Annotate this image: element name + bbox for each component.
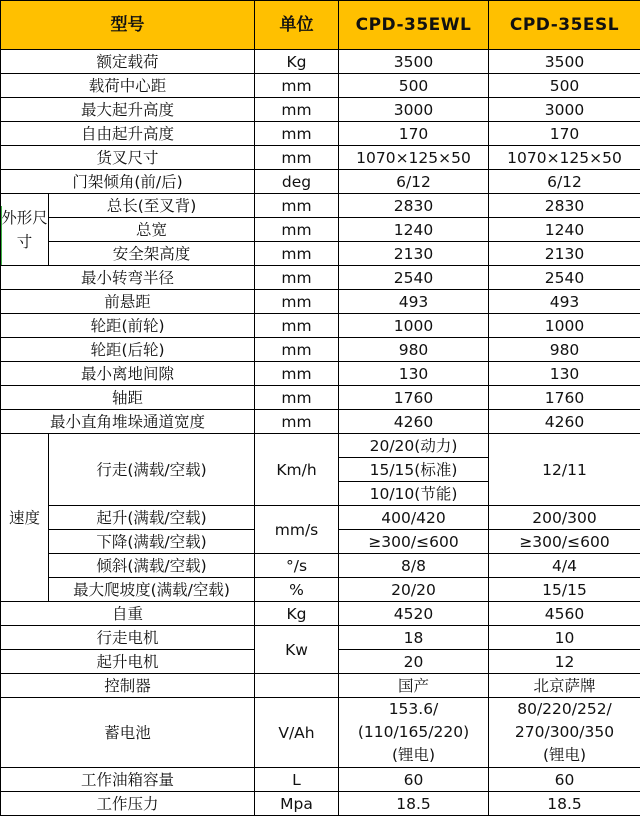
table-row bbox=[1, 698, 640, 768]
table-row bbox=[1, 314, 640, 338]
value-a: 2130 bbox=[339, 242, 489, 266]
table-row bbox=[1, 578, 640, 602]
row-label: 行走电机 bbox=[1, 626, 255, 650]
row-unit: °/s bbox=[255, 554, 339, 578]
row-label: 轮距(后轮) bbox=[1, 338, 255, 362]
row-label: 控制器 bbox=[1, 674, 255, 698]
value-a: 980 bbox=[339, 338, 489, 362]
table-row bbox=[1, 386, 640, 410]
header-model-b: CPD-35ESL bbox=[489, 1, 640, 50]
table-row bbox=[1, 506, 640, 530]
row-label: 总宽 bbox=[49, 218, 255, 242]
value-b: 10 bbox=[489, 626, 640, 650]
value-b: 200/300 bbox=[489, 506, 640, 530]
value-b: 18.5 bbox=[489, 792, 640, 816]
table-row bbox=[1, 290, 640, 314]
table-row bbox=[1, 434, 640, 458]
value-a: 4260 bbox=[339, 410, 489, 434]
row-label: 轮距(前轮) bbox=[1, 314, 255, 338]
value-b: 1240 bbox=[489, 218, 640, 242]
row-label: 轴距 bbox=[1, 386, 255, 410]
row-label: 自由起升高度 bbox=[1, 122, 255, 146]
value-b: 4260 bbox=[489, 410, 640, 434]
row-unit: Kg bbox=[255, 50, 339, 74]
value-a: 20 bbox=[339, 650, 489, 674]
table-row bbox=[1, 338, 640, 362]
row-label: 额定载荷 bbox=[1, 50, 255, 74]
value-b: 2830 bbox=[489, 194, 640, 218]
value-b: 3500 bbox=[489, 50, 640, 74]
row-unit bbox=[255, 674, 339, 698]
row-unit: L bbox=[255, 768, 339, 792]
value-a: ≥300/≤600 bbox=[339, 530, 489, 554]
value-a: 130 bbox=[339, 362, 489, 386]
value-b: 3000 bbox=[489, 98, 640, 122]
value-a: 2540 bbox=[339, 266, 489, 290]
value-a: 1070×125×50 bbox=[339, 146, 489, 170]
row-label: 最大爬坡度(满载/空载) bbox=[49, 578, 255, 602]
row-label: 最小直角堆垛通道宽度 bbox=[1, 410, 255, 434]
row-label: 最小离地间隙 bbox=[1, 362, 255, 386]
value-a-power-mode: 20/20(动力) bbox=[339, 434, 489, 458]
row-unit: Mpa bbox=[255, 792, 339, 816]
table-row bbox=[1, 194, 640, 218]
table-row bbox=[1, 74, 640, 98]
row-label: 货叉尺寸 bbox=[1, 146, 255, 170]
table-row bbox=[1, 554, 640, 578]
row-unit: mm bbox=[255, 290, 339, 314]
value-a: 493 bbox=[339, 290, 489, 314]
value-a: 18.5 bbox=[339, 792, 489, 816]
value-a: 60 bbox=[339, 768, 489, 792]
row-unit: mm bbox=[255, 386, 339, 410]
row-unit: mm/s bbox=[255, 506, 339, 554]
value-a: 6/12 bbox=[339, 170, 489, 194]
row-label: 行走(满载/空载) bbox=[49, 434, 255, 506]
row-label: 前悬距 bbox=[1, 290, 255, 314]
value-b: 1000 bbox=[489, 314, 640, 338]
table-header-row bbox=[1, 1, 640, 50]
value-a: 18 bbox=[339, 626, 489, 650]
value-b: 60 bbox=[489, 768, 640, 792]
table-row bbox=[1, 98, 640, 122]
group-label-speed: 速度 bbox=[1, 434, 49, 602]
row-unit: mm bbox=[255, 74, 339, 98]
value-a: 153.6/ (110/165/220) (锂电) bbox=[339, 698, 489, 768]
row-unit: Kw bbox=[255, 626, 339, 674]
row-unit: mm bbox=[255, 242, 339, 266]
row-label: 工作油箱容量 bbox=[1, 768, 255, 792]
value-a: 2830 bbox=[339, 194, 489, 218]
group-label-dimensions: 外形尺寸 bbox=[1, 194, 49, 266]
value-a: 170 bbox=[339, 122, 489, 146]
value-a: 1760 bbox=[339, 386, 489, 410]
value-b: 4/4 bbox=[489, 554, 640, 578]
table-row bbox=[1, 768, 640, 792]
row-unit: mm bbox=[255, 146, 339, 170]
row-label: 最大起升高度 bbox=[1, 98, 255, 122]
value-a: 400/420 bbox=[339, 506, 489, 530]
row-unit: mm bbox=[255, 218, 339, 242]
value-a: 1240 bbox=[339, 218, 489, 242]
row-unit: mm bbox=[255, 314, 339, 338]
row-unit: V/Ah bbox=[255, 698, 339, 768]
row-unit: Km/h bbox=[255, 434, 339, 506]
header-unit: 单位 bbox=[255, 1, 339, 50]
row-unit: mm bbox=[255, 194, 339, 218]
row-label: 载荷中心距 bbox=[1, 74, 255, 98]
table-row bbox=[1, 362, 640, 386]
row-label: 起升电机 bbox=[1, 650, 255, 674]
value-b: 2540 bbox=[489, 266, 640, 290]
table-row bbox=[1, 170, 640, 194]
value-a: 1000 bbox=[339, 314, 489, 338]
value-a: 3000 bbox=[339, 98, 489, 122]
row-unit: Kg bbox=[255, 602, 339, 626]
row-label: 门架倾角(前/后) bbox=[1, 170, 255, 194]
value-a-eco-mode: 10/10(节能) bbox=[339, 482, 489, 506]
value-a: 国产 bbox=[339, 674, 489, 698]
value-a: 8/8 bbox=[339, 554, 489, 578]
table-row bbox=[1, 266, 640, 290]
row-label: 安全架高度 bbox=[49, 242, 255, 266]
value-b: 170 bbox=[489, 122, 640, 146]
value-b: 4560 bbox=[489, 602, 640, 626]
table-row bbox=[1, 602, 640, 626]
value-a: 500 bbox=[339, 74, 489, 98]
table-row bbox=[1, 792, 640, 816]
value-a: 4520 bbox=[339, 602, 489, 626]
row-label: 最小转弯半径 bbox=[1, 266, 255, 290]
row-label: 总长(至叉背) bbox=[49, 194, 255, 218]
row-unit: mm bbox=[255, 266, 339, 290]
value-b: 980 bbox=[489, 338, 640, 362]
row-unit: mm bbox=[255, 122, 339, 146]
row-unit: % bbox=[255, 578, 339, 602]
row-label: 自重 bbox=[1, 602, 255, 626]
value-b: 1070×125×50 bbox=[489, 146, 640, 170]
value-b: 12/11 bbox=[489, 434, 640, 506]
header-model-a: CPD-35EWL bbox=[339, 1, 489, 50]
row-unit: mm bbox=[255, 362, 339, 386]
row-label: 蓄电池 bbox=[1, 698, 255, 768]
value-b: 500 bbox=[489, 74, 640, 98]
value-b: 80/220/252/ 270/300/350 (锂电) bbox=[489, 698, 640, 768]
table-row bbox=[1, 242, 640, 266]
row-unit: mm bbox=[255, 98, 339, 122]
row-label: 下降(满载/空载) bbox=[49, 530, 255, 554]
row-unit: deg bbox=[255, 170, 339, 194]
table-row bbox=[1, 50, 640, 74]
value-b: 2130 bbox=[489, 242, 640, 266]
row-unit: mm bbox=[255, 410, 339, 434]
value-b: ≥300/≤600 bbox=[489, 530, 640, 554]
value-a-standard-mode: 15/15(标准) bbox=[339, 458, 489, 482]
table-row bbox=[1, 122, 640, 146]
value-b: 1760 bbox=[489, 386, 640, 410]
value-b: 6/12 bbox=[489, 170, 640, 194]
row-label: 起升(满载/空载) bbox=[49, 506, 255, 530]
value-b: 15/15 bbox=[489, 578, 640, 602]
value-b: 北京萨牌 bbox=[489, 674, 640, 698]
header-item: 型号 bbox=[1, 1, 255, 50]
row-label: 倾斜(满载/空载) bbox=[49, 554, 255, 578]
value-b: 12 bbox=[489, 650, 640, 674]
row-unit: mm bbox=[255, 338, 339, 362]
value-a: 20/20 bbox=[339, 578, 489, 602]
row-label: 工作压力 bbox=[1, 792, 255, 816]
table-row bbox=[1, 626, 640, 650]
table-row bbox=[1, 410, 640, 434]
value-b: 493 bbox=[489, 290, 640, 314]
value-b: 130 bbox=[489, 362, 640, 386]
table-row bbox=[1, 218, 640, 242]
table-row bbox=[1, 146, 640, 170]
value-a: 3500 bbox=[339, 50, 489, 74]
table-row bbox=[1, 674, 640, 698]
